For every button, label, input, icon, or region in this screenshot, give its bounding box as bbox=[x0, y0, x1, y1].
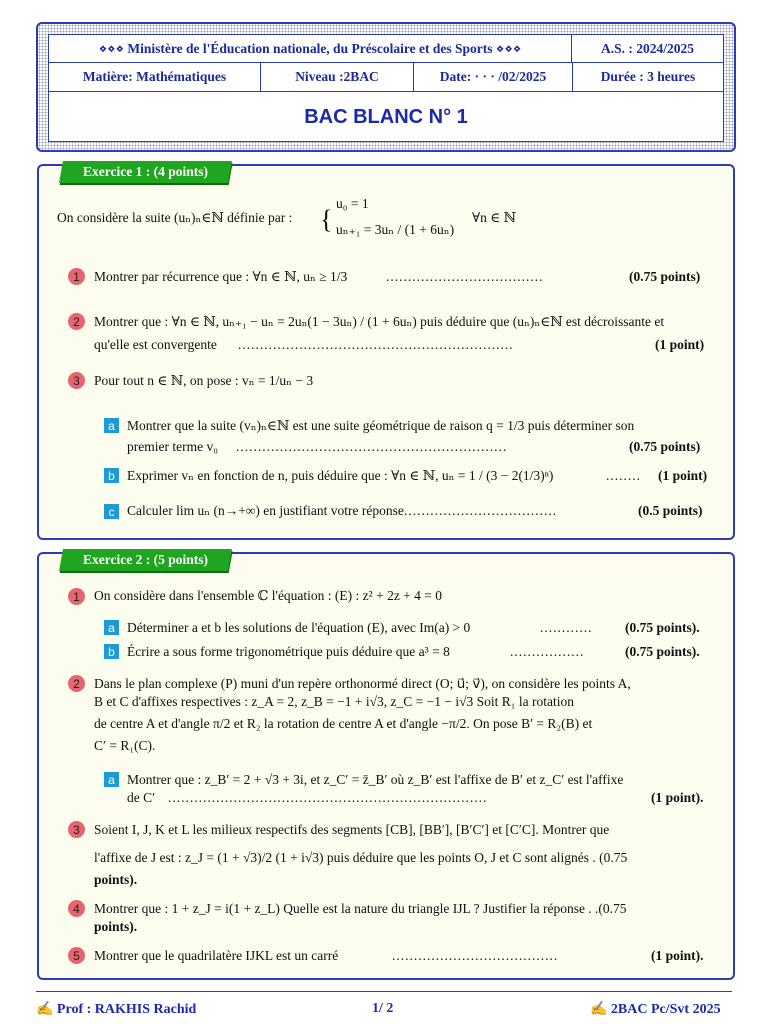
ex2-question-5: Montrer que le quadrilatère IJKL est un carré bbox=[94, 948, 339, 963]
question-number-2: 2 bbox=[68, 313, 85, 330]
ex2-question-3-line-1: Soient I, J, K et L les milieux respectifs des segments [CB], [BB′], [B′C′] et [C′C]. Montrer que bbox=[94, 822, 610, 837]
date-label: Date: · · · /02/2025 bbox=[414, 63, 573, 91]
question-number-2: 2 bbox=[68, 675, 85, 692]
ex2-question-2a-cont: de C′ bbox=[127, 790, 156, 805]
level-label: Niveau :2BAC bbox=[261, 63, 414, 91]
system-forall: ∀n ∈ ℕ bbox=[472, 210, 516, 225]
dots: ...................................... bbox=[392, 948, 559, 963]
question-number-5: 5 bbox=[68, 947, 85, 964]
ex2-question-4-line-2: points). bbox=[94, 919, 138, 934]
subquestion-c: c bbox=[104, 504, 119, 519]
exercise-1-tab: Exercice 1 : (4 points) bbox=[59, 161, 232, 183]
ex1-question-2-cont: qu'elle est convergente bbox=[94, 337, 217, 352]
ex1-question-3c: Calculer lim uₙ (n→+∞) en justifiant votre réponse bbox=[127, 503, 404, 518]
subquestion-a: a bbox=[104, 418, 119, 433]
ex1-question-3: Pour tout n ∈ ℕ, on pose : vₙ = 1/uₙ − 3 bbox=[94, 373, 314, 388]
system-line-2: uₙ₊₁ = 3uₙ / (1 + 6uₙ) bbox=[336, 222, 455, 237]
points-label: (0.75 points) bbox=[629, 439, 701, 454]
dots: ......................................................................... bbox=[168, 790, 488, 805]
ex1-question-1: Montrer par récurrence que : ∀n ∈ ℕ, uₙ ≥ 1/3 bbox=[94, 269, 348, 284]
points-label: (1 point). bbox=[651, 948, 704, 963]
ex1-question-3a: Montrer que la suite (vₙ)ₙ∈ℕ est une suite géométrique de raison q = 1/3 puis déterminer son bbox=[127, 418, 635, 433]
exam-header bbox=[36, 22, 736, 152]
ex2-question-4-line-1: Montrer que : 1 + z_J = i(1 + z_L) Quelle est la nature du triangle IJL ? Justifier la réponse . .(0.75 bbox=[94, 901, 627, 916]
footer-class: ✍ 2BAC Pc/Svt 2025 bbox=[590, 1002, 721, 1017]
points-label: (1 point) bbox=[655, 337, 705, 352]
ex1-question-3a-cont: premier terme v₀ bbox=[127, 439, 218, 454]
exam-title: BAC BLANC N° 1 bbox=[304, 105, 468, 128]
ex2-question-1a: Déterminer a et b les solutions de l'équation (E), avec Im(a) > 0 bbox=[127, 620, 471, 635]
points-label: (0.75 points). bbox=[625, 644, 700, 659]
system-brace: { bbox=[320, 205, 333, 234]
ex1-question-2: Montrer que : ∀n ∈ ℕ, uₙ₊₁ − uₙ = 2uₙ(1 − 3uₙ) / (1 + 6uₙ) puis déduire que (uₙ)ₙ∈ℕ est décroissante et bbox=[94, 314, 665, 329]
points-label: (0.5 points) bbox=[638, 503, 703, 518]
ex2-question-3-line-2: l'affixe de J est : z_J = (1 + √3)/2 (1 + i√3) puis déduire que les points O, J et C sont alignés . (0.75 bbox=[94, 850, 628, 865]
subquestion-a: a bbox=[104, 772, 119, 787]
question-number-1: 1 bbox=[68, 588, 85, 605]
system-line-1: u₀ = 1 bbox=[336, 196, 369, 211]
header-table bbox=[48, 34, 724, 142]
dots: ................................... bbox=[404, 503, 558, 518]
header-row-1 bbox=[49, 35, 723, 63]
dots: .............................................................. bbox=[236, 439, 508, 454]
dots: ........ bbox=[606, 468, 641, 483]
subquestion-a: a bbox=[104, 620, 119, 635]
duration-label: Durée : 3 heures bbox=[600, 69, 696, 84]
question-number-4: 4 bbox=[68, 900, 85, 917]
ex2-question-1: On considère dans l'ensemble ℂ l'équation : (E) : z² + 2z + 4 = 0 bbox=[94, 588, 443, 603]
ministry-label: ⋄⋄⋄ Ministère de l'Éducation nationale, du Préscolaire et des Sports ⋄⋄⋄ bbox=[49, 35, 572, 62]
exercise-2-tab: Exercice 2 : (5 points) bbox=[59, 549, 232, 571]
ex2-question-2-line-4: C′ = R₁(C). bbox=[94, 738, 156, 753]
question-number-3: 3 bbox=[68, 372, 85, 389]
ex2-question-2-line-2: B et C d'affixes respectives : z_A = 2, z_B = −1 + i√3, z_C = −1 − i√3 Soit R₁ la rotation bbox=[94, 694, 574, 709]
ex1-question-3b: Exprimer vₙ en fonction de n, puis déduire que : ∀n ∈ ℕ, uₙ = 1 / (3 − 2(1/3)ⁿ) bbox=[127, 468, 554, 483]
school-year: A.S. : 2024/2025 bbox=[600, 40, 694, 56]
points-label: (1 point). bbox=[651, 790, 704, 805]
ex2-question-1b: Écrire a sous forme trigonométrique puis déduire que a³ = 8 bbox=[127, 644, 450, 659]
dots: .................................... bbox=[386, 269, 544, 284]
dots: ............ bbox=[540, 620, 593, 635]
question-number-3: 3 bbox=[68, 821, 85, 838]
ex2-question-3-line-3: points). bbox=[94, 872, 138, 887]
question-number-1: 1 bbox=[68, 268, 85, 285]
subquestion-b: b bbox=[104, 468, 119, 483]
ex2-question-2a: Montrer que : z_B′ = 2 + √3 + 3i, et z_C′ = z̄_B′ où z_B′ est l'affixe de B′ et z_C′ est l'affixe bbox=[127, 772, 624, 787]
subject-label: Matière: Mathématiques bbox=[49, 63, 261, 91]
ex2-question-2-line-1: Dans le plan complexe (P) muni d'un repère orthonormé direct (O; u⃗; v⃗), on considère les points A, bbox=[94, 676, 631, 691]
subquestion-b: b bbox=[104, 644, 119, 659]
ex2-question-2-line-3: de centre A et d'angle π/2 et R₂ la rotation de centre A et d'angle −π/2. On pose B′ = R₂(B) et bbox=[94, 716, 593, 731]
points-label: (0.75 points) bbox=[629, 269, 701, 284]
page-number: 1/ 2 bbox=[372, 1001, 394, 1016]
footer-rule bbox=[36, 991, 732, 992]
points-label: (0.75 points). bbox=[625, 620, 700, 635]
ex1-intro: On considère la suite (uₙ)ₙ∈ℕ définie par : bbox=[57, 210, 293, 225]
dots: ............................................................... bbox=[238, 337, 514, 352]
header-row-2 bbox=[49, 63, 723, 92]
dots: ................. bbox=[510, 644, 585, 659]
footer-author: ✍ Prof : RAKHIS Rachid bbox=[36, 1002, 197, 1017]
points-label: (1 point) bbox=[658, 468, 708, 483]
